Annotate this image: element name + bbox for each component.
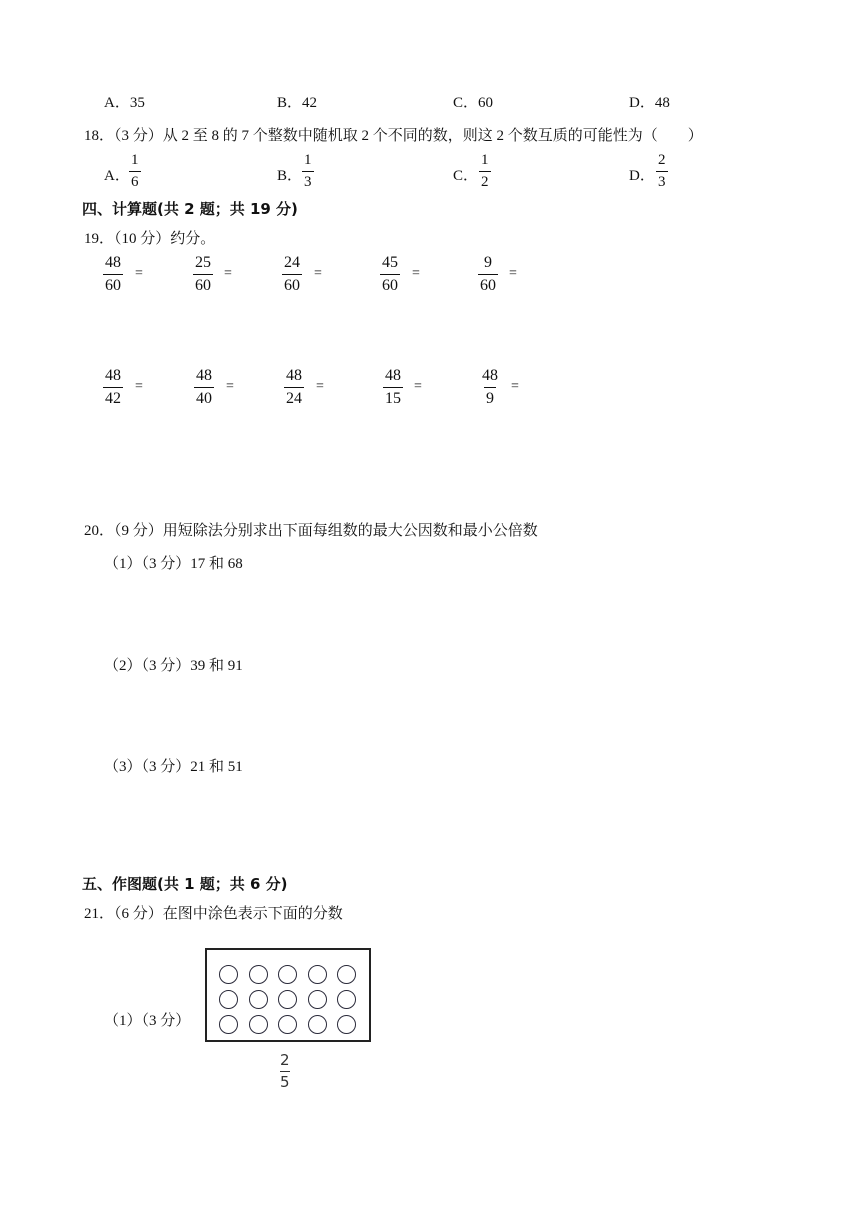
equals-sign: =	[135, 379, 143, 394]
circle-grid[interactable]	[205, 948, 371, 1042]
q21-text: 21．（6 分）在图中涂色表示下面的分数	[84, 906, 343, 922]
q19-fraction-4: $\frac{45}{60}$	[382, 254, 398, 294]
q19-fraction-8: $\frac{48}{24}$	[286, 367, 302, 407]
q21-fraction: $\frac{2}{5}$	[280, 1051, 290, 1091]
grid-circle[interactable]	[278, 990, 297, 1009]
q18-option-a-label: A．	[104, 168, 130, 184]
q19-fraction-10: $\frac{48}{9}$	[482, 367, 498, 407]
equals-sign: =	[316, 379, 324, 394]
q18-option-b-fraction: $\frac{1}{3}$	[304, 152, 312, 190]
grid-circle[interactable]	[249, 965, 268, 984]
grid-circle[interactable]	[278, 965, 297, 984]
equals-sign: =	[509, 266, 517, 281]
grid-circle[interactable]	[219, 965, 238, 984]
q19-fraction-9: $\frac{48}{15}$	[385, 367, 401, 407]
q18-option-d-label: D．	[629, 168, 655, 184]
q19-fraction-3: $\frac{24}{60}$	[284, 254, 300, 294]
q19-fraction-5: $\frac{9}{60}$	[480, 254, 496, 294]
section-4-title: 四、计算题(共 2 题；共 19 分)	[82, 200, 298, 218]
q20-part-3: （3）（3 分）21 和 51	[104, 759, 243, 775]
grid-circle[interactable]	[278, 1015, 297, 1034]
q18-option-b-label: B．	[277, 168, 303, 184]
equals-sign: =	[135, 266, 143, 281]
q17-option-b: B．42	[277, 95, 318, 111]
q18-option-c-fraction: $\frac{1}{2}$	[481, 152, 489, 190]
grid-circle[interactable]	[337, 1015, 356, 1034]
equals-sign: =	[511, 379, 519, 394]
grid-circle[interactable]	[308, 965, 327, 984]
grid-circle[interactable]	[308, 1015, 327, 1034]
q20-part-1: （1）（3 分）17 和 68	[104, 556, 243, 572]
q18-option-d-fraction: $\frac{2}{3}$	[658, 152, 666, 190]
equals-sign: =	[224, 266, 232, 281]
grid-circle[interactable]	[219, 1015, 238, 1034]
equals-sign: =	[414, 379, 422, 394]
q19-fraction-2: $\frac{25}{60}$	[195, 254, 211, 294]
section-5-title: 五、作图题(共 1 题；共 6 分)	[82, 875, 288, 893]
q19-fraction-7: $\frac{48}{40}$	[196, 367, 212, 407]
grid-circle[interactable]	[337, 990, 356, 1009]
q20-text: 20．（9 分）用短除法分别求出下面每组数的最大公因数和最小公倍数	[84, 523, 538, 539]
q18-option-a-fraction: $\frac{1}{6}$	[131, 152, 139, 190]
q18-option-c-label: C．	[453, 168, 479, 184]
equals-sign: =	[314, 266, 322, 281]
q17-option-a: A．35	[104, 95, 145, 111]
q19-fraction-6: $\frac{48}{42}$	[105, 367, 121, 407]
grid-circle[interactable]	[219, 990, 238, 1009]
grid-circle[interactable]	[249, 990, 268, 1009]
q21-part-1: （1）（3 分）	[104, 1013, 191, 1029]
q17-option-c: C．60	[453, 95, 494, 111]
grid-circle[interactable]	[308, 990, 327, 1009]
q18-text: 18．（3 分）从 2 至 8 的 7 个整数中随机取 2 个不同的数，则这 2 个数互质的可能性为（ ）	[84, 128, 703, 144]
q19-text: 19．（10 分）约分。	[84, 231, 216, 247]
equals-sign: =	[226, 379, 234, 394]
grid-circle[interactable]	[337, 965, 356, 984]
q17-option-d: D．48	[629, 95, 670, 111]
grid-circle[interactable]	[249, 1015, 268, 1034]
equals-sign: =	[412, 266, 420, 281]
q19-fraction-1: $\frac{48}{60}$	[105, 254, 121, 294]
q20-part-2: （2）（3 分）39 和 91	[104, 658, 243, 674]
